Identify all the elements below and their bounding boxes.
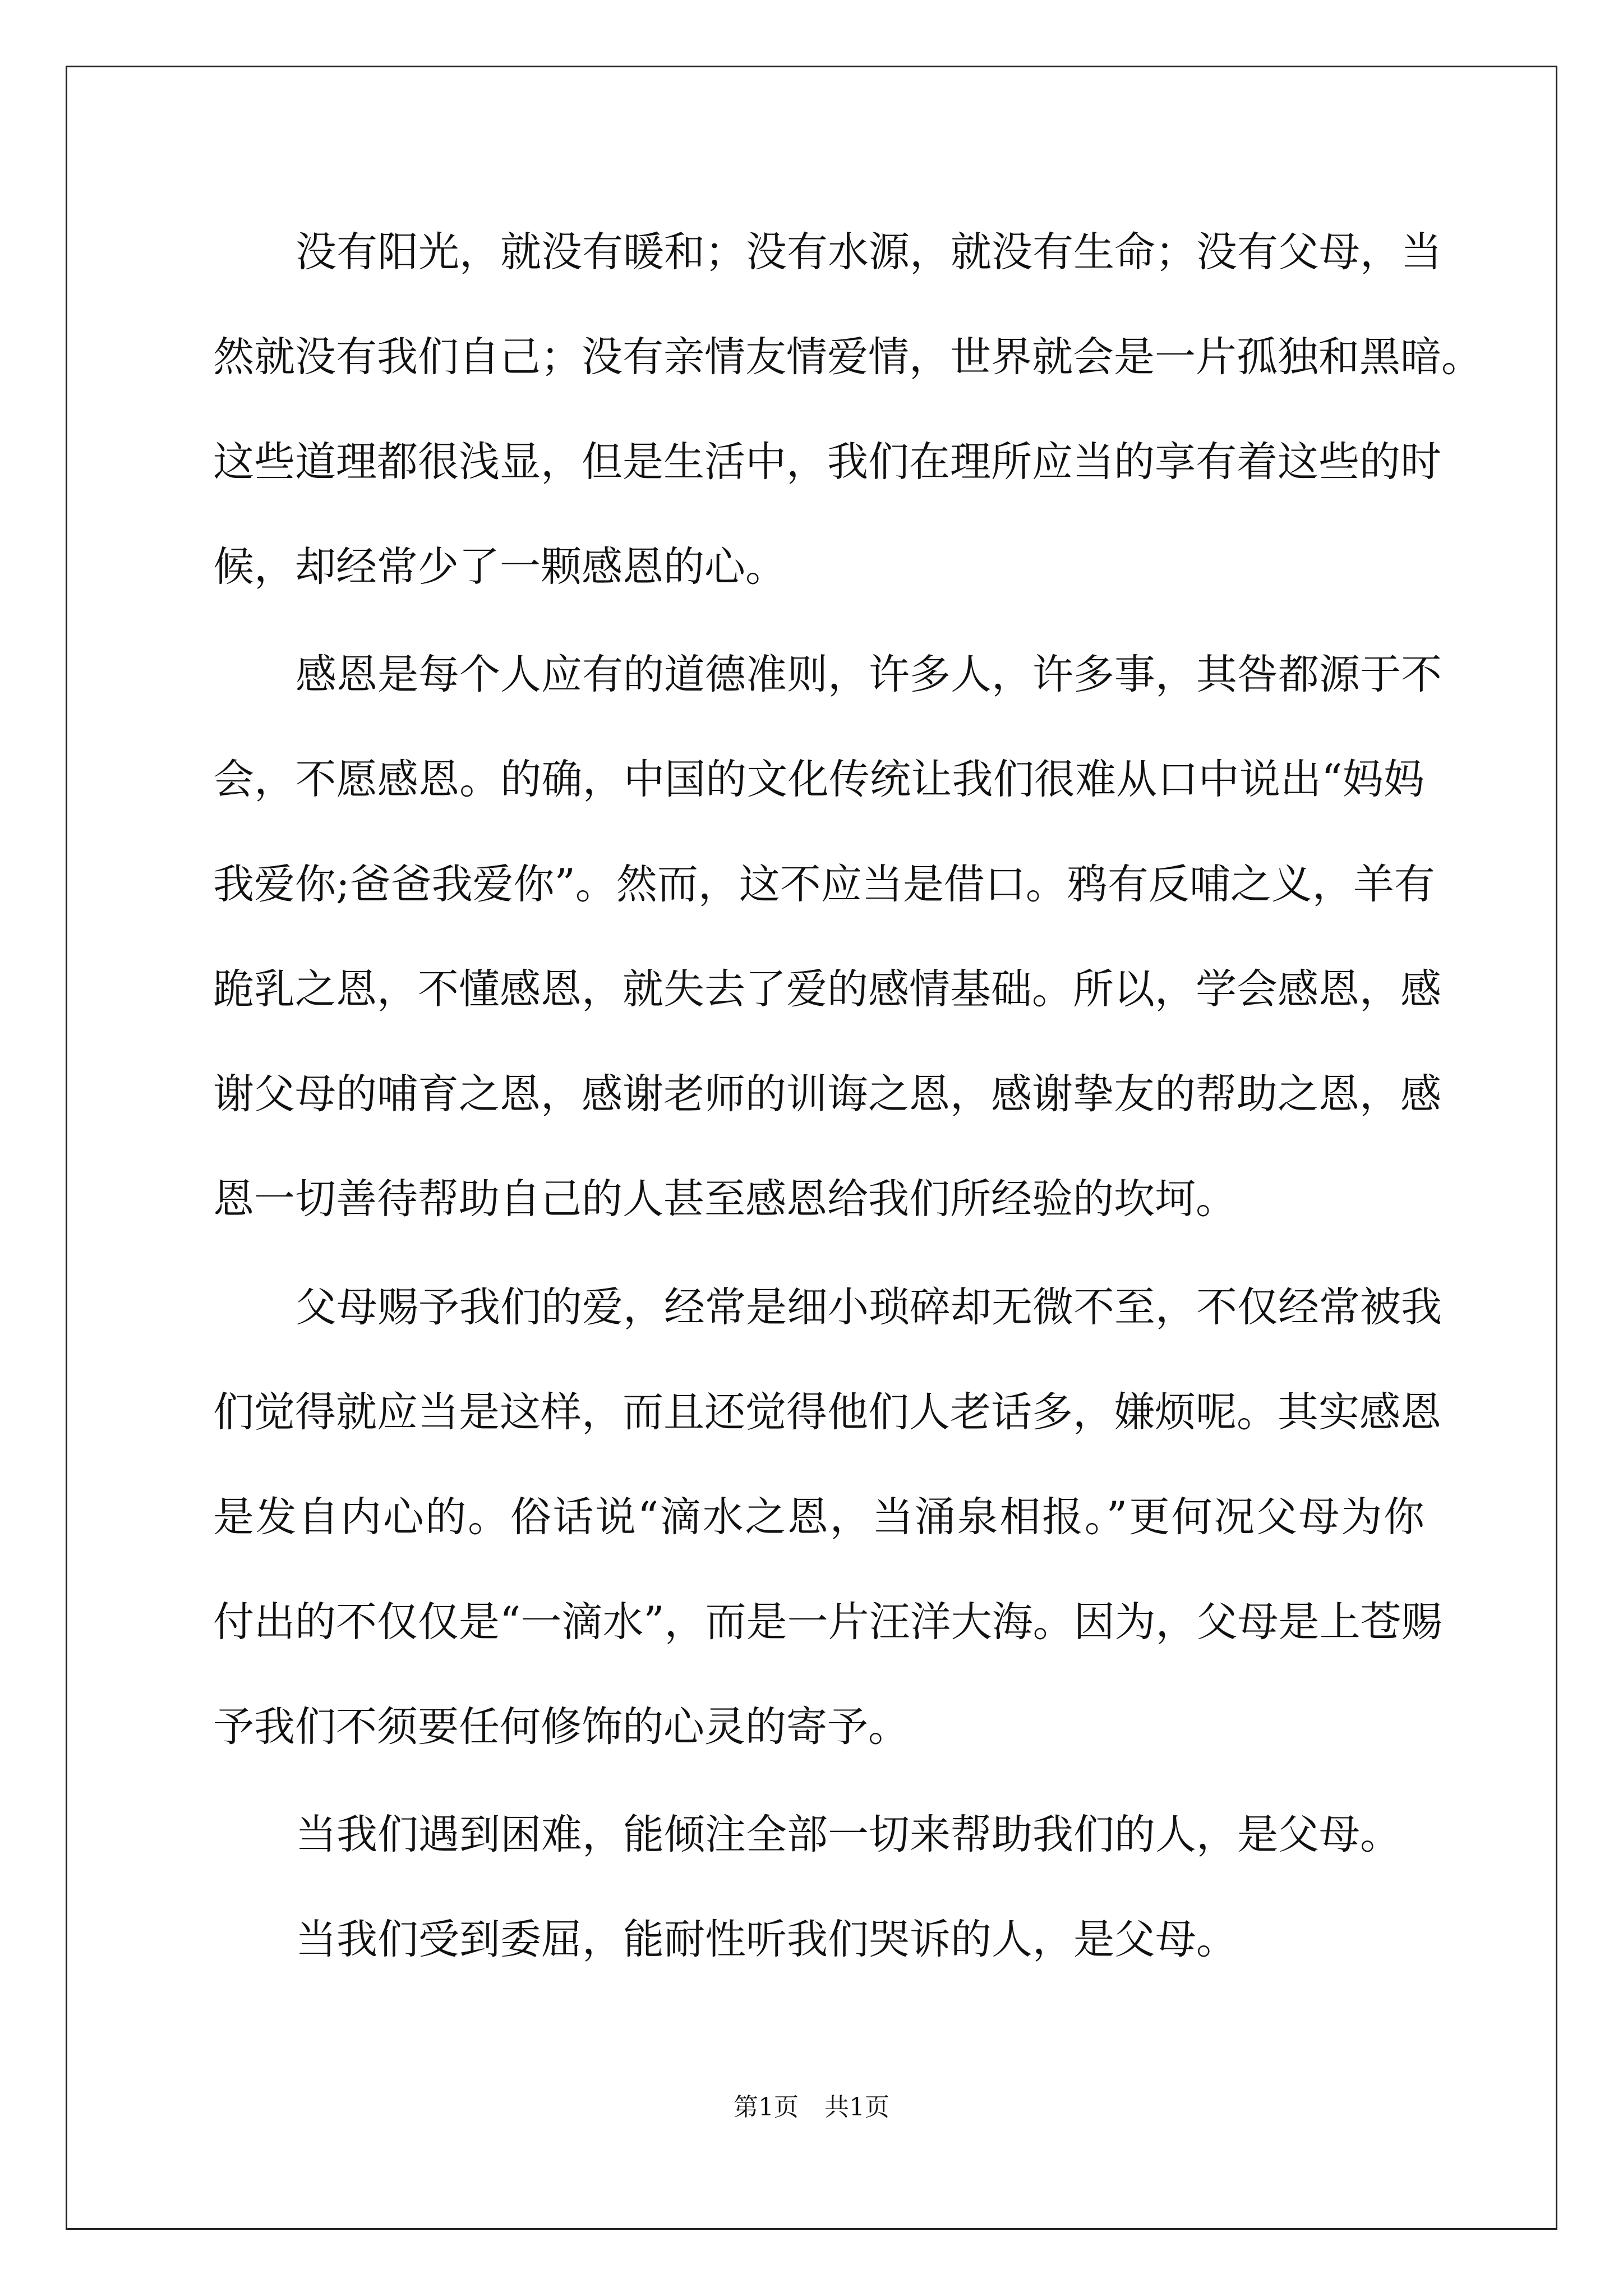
paragraph-5: 当我们受到委屈，能耐性听我们哭诉的人，是父母。 <box>296 1916 1237 1963</box>
paragraph-3-line-5: 予我们不须要任何修饰的心灵的寄予。 <box>213 1703 909 1751</box>
paragraph-1-line-4: 候，却经常少了一颗感恩的心。 <box>213 543 786 591</box>
paragraph-1-line-2: 然就没有我们自己；没有亲情友情爱情，世界就会是一片孤独和黑暗。 <box>213 333 1482 381</box>
paragraph-3-line-4: 付出的不仅仅是“一滴水”，而是一片汪洋大海。因为，父母是上苍赐 <box>213 1598 1442 1646</box>
paragraph-4: 当我们遇到困难，能倾注全部一切来帮助我们的人，是父母。 <box>296 1811 1401 1858</box>
paragraph-2-line-3: 我爱你;爸爸我爱你”。然而，这不应当是借口。鸦有反哺之义，羊有 <box>213 861 1435 908</box>
paragraph-3-line-1: 父母赐予我们的爱，经常是细小琐碎却无微不至，不仅经常被我 <box>296 1283 1442 1331</box>
paragraph-1-line-1: 没有阳光，就没有暖和；没有水源，就没有生命；没有父母，当 <box>296 228 1442 276</box>
paragraph-2-line-6: 恩一切善待帮助自己的人甚至感恩给我们所经验的坎坷。 <box>213 1175 1237 1223</box>
page-footer <box>0 2087 1623 2123</box>
paragraph-2-line-1: 感恩是每个人应有的道德准则，许多人，许多事，其咎都源于不 <box>296 651 1442 698</box>
page-number: 第1页 <box>734 2093 799 2122</box>
paragraph-3-line-2: 们觉得就应当是这样，而且还觉得他们人老话多，嫌烦呢。其实感恩 <box>213 1388 1441 1436</box>
paragraph-2-line-5: 谢父母的哺育之恩，感谢老师的训诲之恩，感谢挚友的帮助之恩，感 <box>213 1070 1441 1118</box>
paragraph-3-line-3: 是发自内心的。俗话说“滴水之恩，当涌泉相报。”更何况父母为你 <box>213 1493 1424 1541</box>
paragraph-2-line-2: 会，不愿感恩。的确，中国的文化传统让我们很难从口中说出“妈妈 <box>213 756 1424 803</box>
paragraph-2-line-4: 跪乳之恩，不懂感恩，就失去了爱的感情基础。所以，学会感恩，感 <box>213 965 1441 1013</box>
page-total: 共1页 <box>824 2093 889 2122</box>
paragraph-1-line-3: 这些道理都很浅显，但是生活中，我们在理所应当的享有着这些的时 <box>213 438 1441 486</box>
